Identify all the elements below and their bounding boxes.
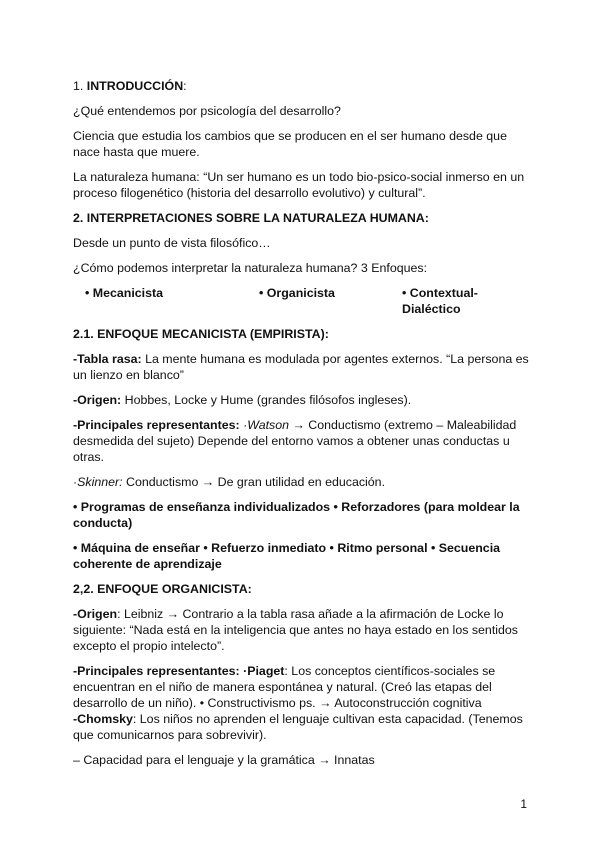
tabla-rasa-label: -Tabla rasa:: [73, 352, 142, 366]
representantes-organicista-paragraph: [73, 663, 533, 743]
tabla-rasa-text: La mente humana es modulada por agentes externos. “La persona es un lienzo en blanco”: [73, 352, 529, 382]
intro-definition: Ciencia que estudia los cambios que se producen en el ser humano desde que nace hasta que muere.: [73, 129, 507, 159]
section-2-2-heading: 2,2. ENFOQUE ORGANICISTA:: [73, 582, 252, 596]
representantes-paragraph: [73, 417, 533, 465]
document-body: [73, 78, 533, 777]
section-number: 1.: [73, 79, 87, 93]
intro-question: ¿Qué entendemos por psicología del desarrollo?: [73, 104, 341, 118]
tabla-rasa-paragraph: [73, 351, 533, 383]
bullet-line-1: • Programas de enseñanza individualizados • Reforzadores (para moldear la conducta): [73, 500, 520, 530]
section-2-paragraph-2: ¿Cómo podemos interpretar la naturaleza humana? 3 Enfoques:: [73, 261, 428, 275]
representantes-label: -Principales representantes:: [73, 664, 240, 678]
section-title: INTRODUCCIÓN: [86, 79, 184, 93]
origen-label: -Origen: [73, 607, 118, 621]
origen-organicista-paragraph: [73, 606, 533, 654]
enfoque-item: • Mecanicista: [85, 286, 164, 300]
piaget-text: : Los conceptos científicos-sociales se encuentran en el niño de manera espontánea y natural. (Creó las etapas del desarrollo de un niño). • Constructivismo ps. → Autoconstrucción cognitiva: [73, 664, 496, 710]
skinner-name: ·Skinner:: [73, 475, 123, 489]
chomsky-text: : Los niños no aprenden el lenguaje cultivan esta capacidad. (Tenemos que comunicarnos para sobrevivir).: [73, 712, 523, 742]
watson-text: → Conductismo (extremo – Maleabilidad desmedida del sujeto) Depende del entorno vamos a obtener unas conductas u otras.: [73, 418, 517, 464]
origen-label: -Origen:: [73, 393, 122, 407]
section-1-heading: [73, 78, 533, 94]
section-2-paragraph-1: Desde un punto de vista filosófico…: [73, 236, 271, 250]
section-colon: :: [183, 79, 187, 93]
intro-nature: La naturaleza humana: “Un ser humano es un todo bio-psico-social inmerso en un proceso filogenético (historia del desarrollo evolutivo) y cultural”.: [73, 170, 525, 200]
watson-name: ·Watson: [239, 418, 290, 432]
page-number: 1: [520, 797, 527, 811]
section-2-heading: 2. INTERPRETACIONES SOBRE LA NATURALEZA HUMANA:: [73, 211, 429, 225]
section-2-1-heading: 2.1. ENFOQUE MECANICISTA (EMPIRISTA):: [73, 327, 329, 341]
innatas-paragraph: – Capacidad para el lenguaje y la gramática → Innatas: [73, 753, 375, 767]
chomsky-name: -Chomsky: [73, 712, 133, 726]
origen-text: Hobbes, Locke y Hume (grandes filósofos ingleses).: [121, 393, 412, 407]
piaget-name: ·Piaget: [239, 664, 285, 678]
representantes-label: -Principales representantes:: [73, 418, 240, 432]
enfoque-item: • Organicista: [259, 286, 335, 300]
origen-paragraph: [73, 392, 533, 408]
skinner-paragraph: [73, 474, 533, 490]
skinner-text: Conductismo → De gran utilidad en educación.: [122, 475, 386, 489]
enfoques-list: [73, 285, 533, 317]
origen-text: : Leibniz → Contrario a la tabla rasa añade a la afirmación de Locke lo siguiente: “Nada está en la inteligencia que antes no haya estado en los sentidos excepto el propio intelecto”.: [73, 607, 518, 653]
enfoque-item: • Contextual-Dialéctico: [402, 286, 478, 316]
bullet-line-2: • Máquina de enseñar • Refuerzo inmediato • Ritmo personal • Secuencia coherente de aprendizaje: [73, 541, 501, 571]
